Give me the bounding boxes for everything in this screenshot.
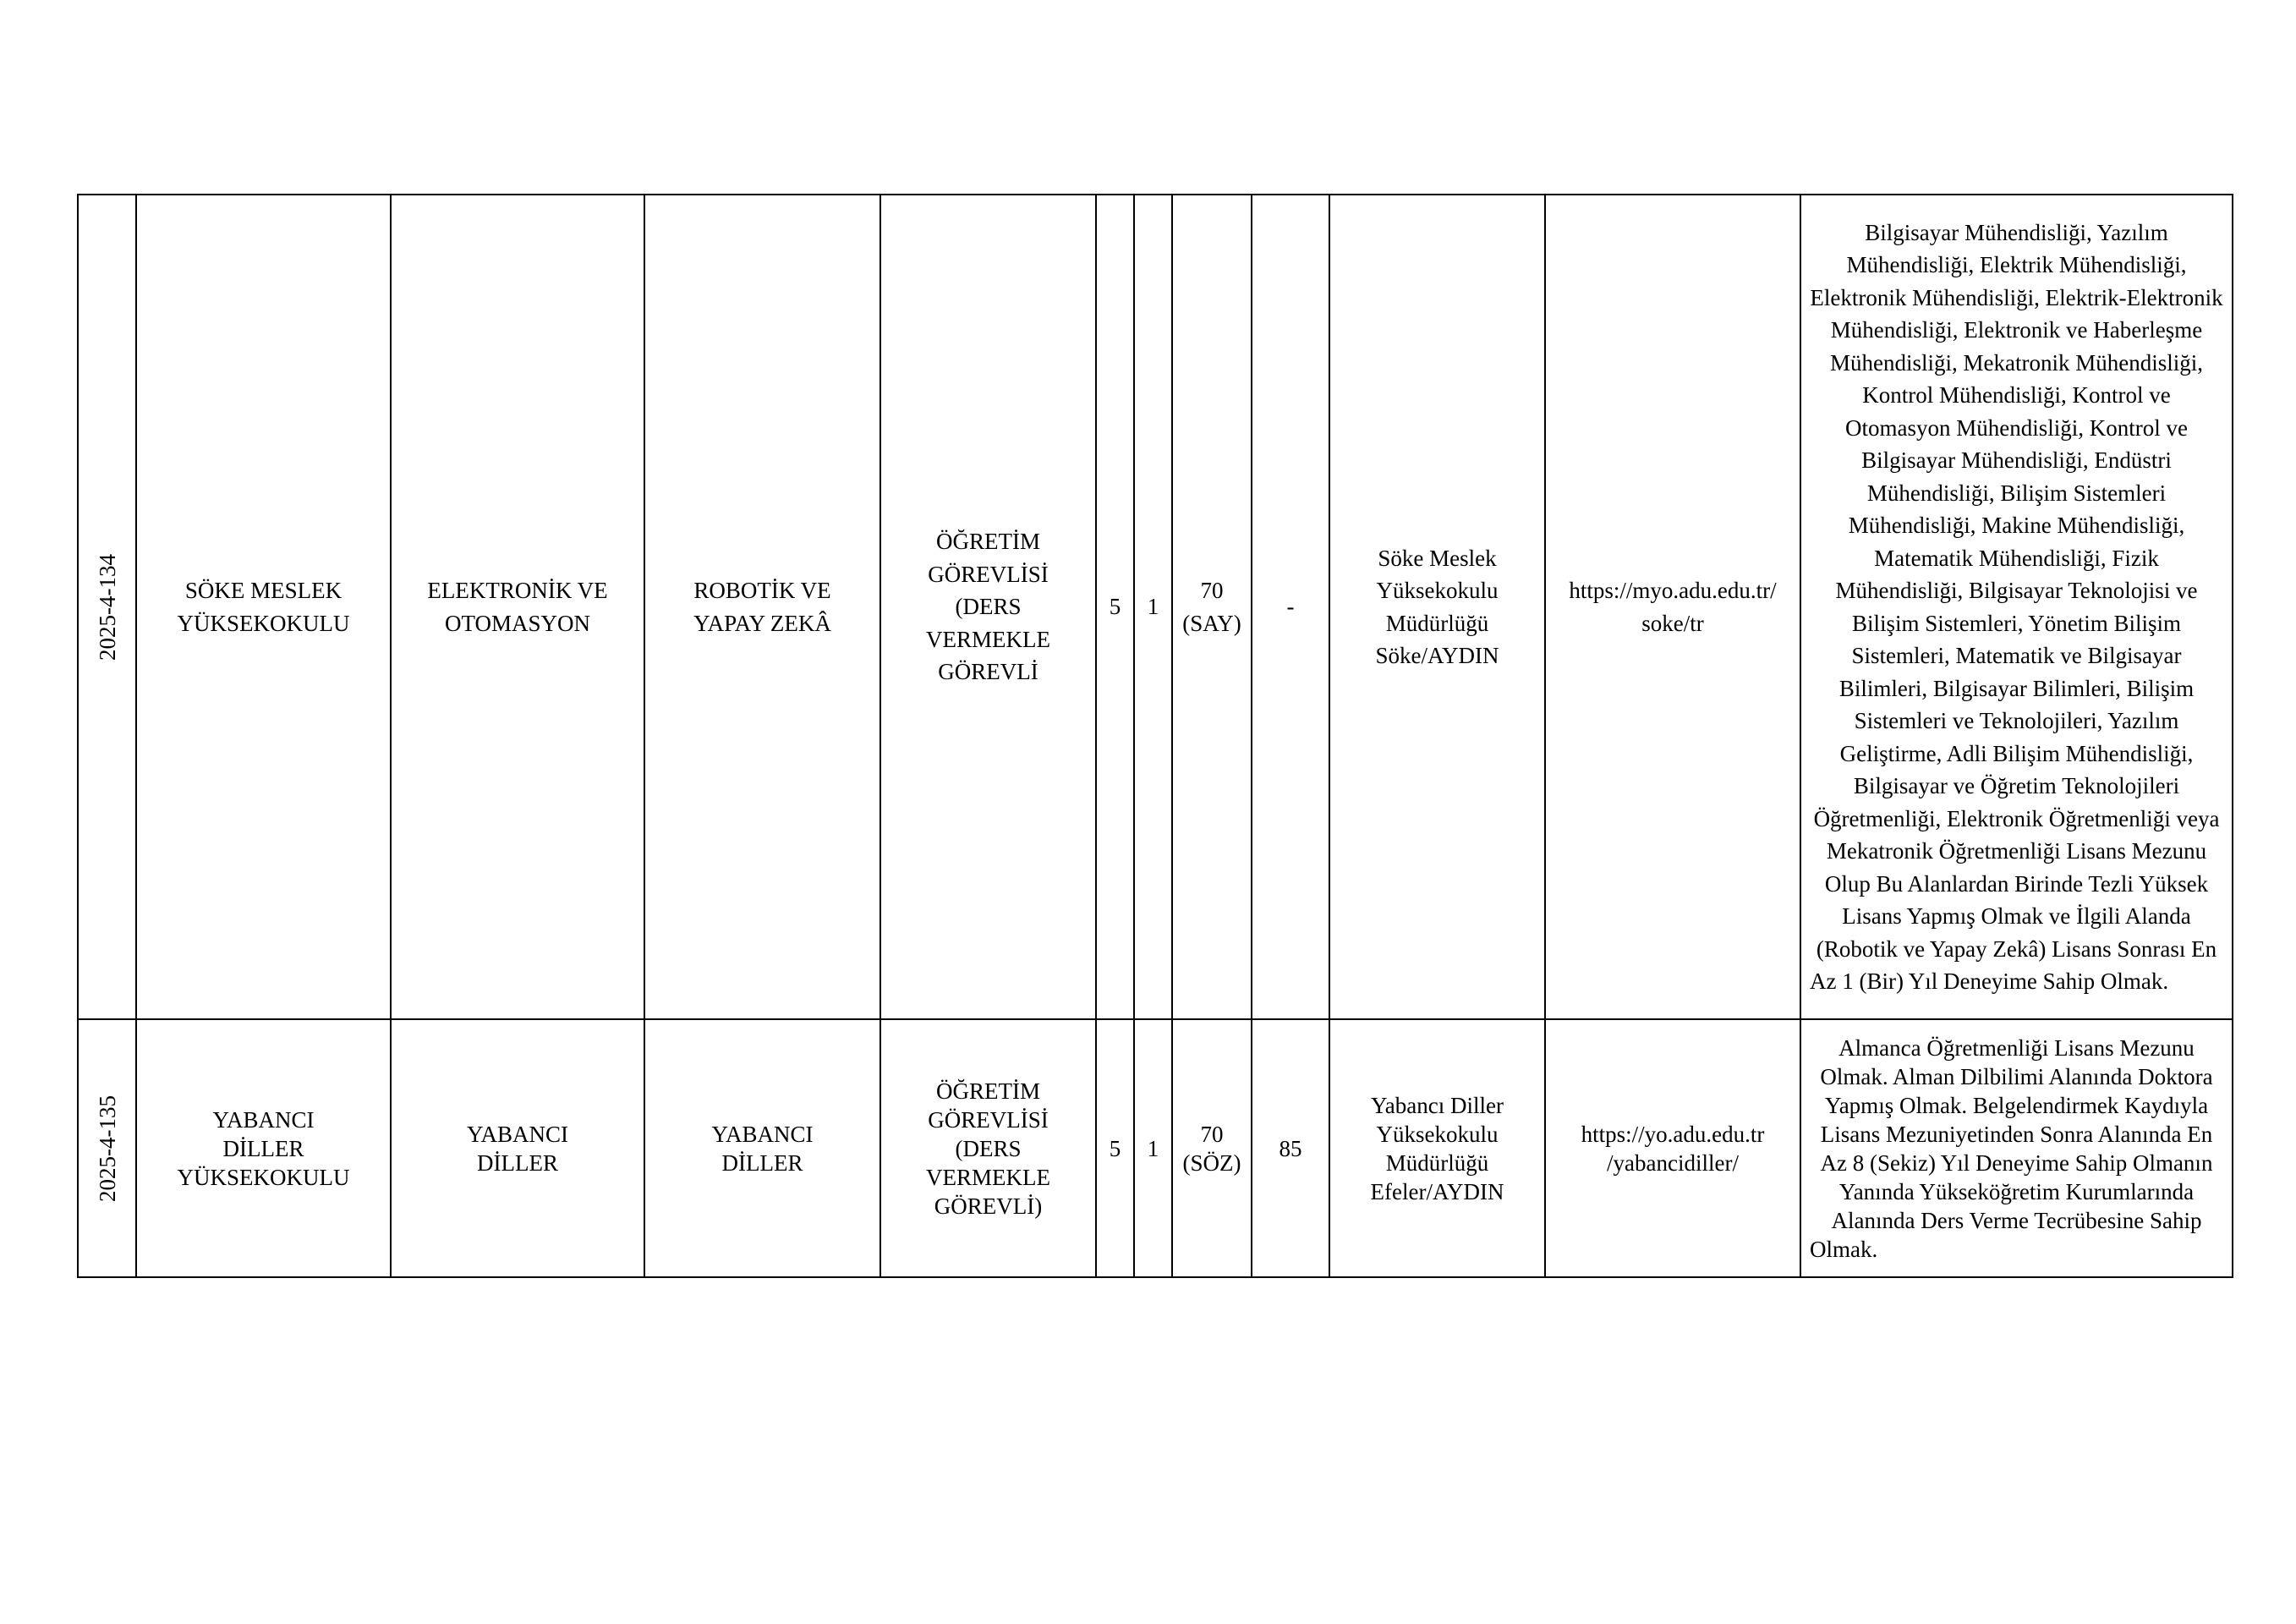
requirements-cell (1800, 1019, 2233, 1277)
count-cell (1134, 195, 1172, 1019)
count-value: 1 (1147, 594, 1159, 620)
website-link[interactable]: https://myo.adu.edu.tr/ soke/tr (1569, 578, 1777, 636)
count-value: 1 (1147, 1135, 1159, 1161)
degree-value: 5 (1109, 1135, 1121, 1161)
website-cell (1545, 195, 1800, 1019)
language-score: 85 (1279, 1135, 1302, 1161)
language-cell (1252, 1019, 1329, 1277)
table-row (78, 195, 2233, 1019)
ales-score: 70 (SAY) (1182, 578, 1241, 636)
address-cell (1329, 195, 1545, 1019)
title-cell (880, 1019, 1096, 1277)
program-cell (644, 1019, 880, 1277)
department-cell (391, 195, 644, 1019)
address-cell (1329, 1019, 1545, 1277)
listing-code-cell (78, 195, 136, 1019)
requirements-cell (1800, 195, 2233, 1019)
ales-score: 70 (SÖZ) (1182, 1121, 1241, 1176)
listing-code-cell (78, 1019, 136, 1277)
program-name: ROBOTİK VE YAPAY ZEKÂ (693, 578, 831, 636)
application-address: Söke Meslek Yüksekokulu Müdürlüğü Söke/AYDIN (1375, 545, 1499, 668)
listing-code: 2025-4-134 (94, 553, 120, 661)
position-title: ÖĞRETİM GÖREVLİSİ (DERS VERMEKLE GÖREVLİ) (926, 1078, 1050, 1219)
program-name: YABANCI DİLLER (711, 1121, 814, 1176)
position-title: ÖĞRETİM GÖREVLİSİ (DERS VERMEKLE GÖREVLİ (926, 529, 1050, 685)
requirements-text: Almanca Öğretmenliği Lisans Mezunu Olmak. Alman Dilbilimi Alanında Doktora Yapmış Olmak. Belgelendirmek Kaydıyla Lisans Mezuniyetinden Sonra Alanında En Az 8 (Sekiz) Yıl Deneyime Sahip Olmanın Yanında Yükseköğretim Kurumlarında Alanında Ders Verme Tecrübesine Sahip Olmak. (1810, 1034, 2213, 1262)
ales-cell (1172, 1019, 1252, 1277)
department-name: YABANCI DİLLER (466, 1121, 568, 1176)
application-address: Yabancı Diller Yüksekokulu Müdürlüğü Efeler/AYDIN (1370, 1092, 1504, 1204)
language-cell (1252, 195, 1329, 1019)
school-cell (136, 195, 391, 1019)
positions-table (77, 194, 2233, 1278)
ales-cell (1172, 195, 1252, 1019)
listing-code: 2025-4-135 (94, 1095, 120, 1202)
program-cell (644, 195, 880, 1019)
school-cell (136, 1019, 391, 1277)
website-link[interactable]: https://yo.adu.edu.tr /yabancidiller/ (1581, 1121, 1765, 1176)
department-name: ELEKTRONİK VE OTOMASYON (427, 578, 608, 636)
department-cell (391, 1019, 644, 1277)
website-cell (1545, 1019, 1800, 1277)
school-name: YABANCI DİLLER YÜKSEKOKULU (177, 1106, 350, 1190)
title-cell (880, 195, 1096, 1019)
requirements-text: Bilgisayar Mühendisliği, Yazılım Mühendisliği, Elektrik Mühendisliği, Elektronik Mühendisliği, Elektrik-Elektronik Mühendisliği, Elektronik ve Haberleşme Mühendisliği, Mekatronik Mühendisliği, Kontrol Mühendisliği, Kontrol ve Otomasyon Mühendisliği, Kontrol ve Bilgisayar Mühendisliği, Endüstri Mühendisliği, Bilişim Sistemleri Mühendisliği, Makine Mühendisliği, Matematik Mühendisliği, Fizik Mühendisliği, Bilgisayar Teknolojisi ve Bilişim Sistemleri, Yönetim Bilişim Sistemleri, Matematik ve Bilgisayar Bilimleri, Bilgisayar Bilimleri, Bilişim Sistemleri ve Teknolojileri, Yazılım Geliştirme, Adli Bilişim Mühendisliği, Bilgisayar ve Öğretim Teknolojileri Öğretmenliği, Elektronik Öğretmenliği veya Mekatronik Öğretmenliği Lisans Mezunu Olup Bu Alanlardan Birinde Tezli Yüksek Lisans Yapmış Olmak ve İlgili Alanda (Robotik ve Yapay Zekâ) Lisans Sonrası En Az 1 (Bir) Yıl Deneyime Sahip Olmak. (1810, 219, 2223, 994)
degree-cell (1096, 1019, 1134, 1277)
school-name: SÖKE MESLEK YÜKSEKOKULU (177, 578, 350, 636)
language-score: - (1286, 594, 1295, 620)
degree-value: 5 (1109, 594, 1121, 620)
table-row (78, 1019, 2233, 1277)
degree-cell (1096, 195, 1134, 1019)
count-cell (1134, 1019, 1172, 1277)
